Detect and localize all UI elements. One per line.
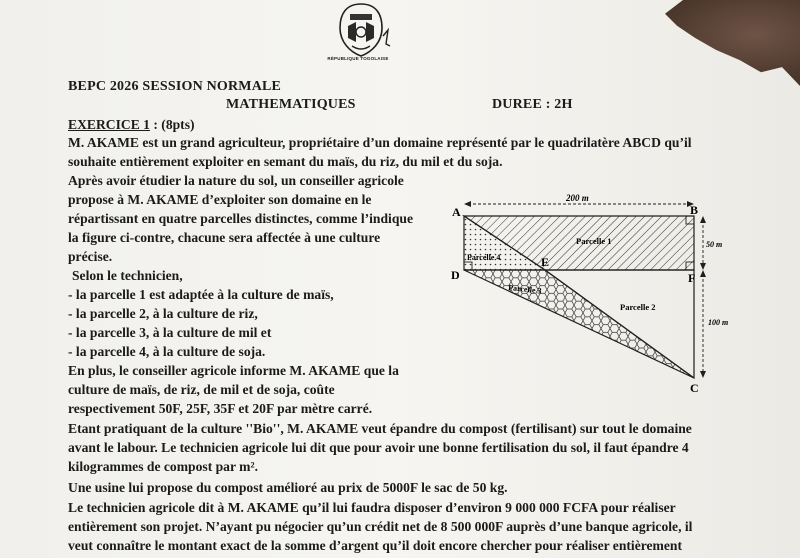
- point-b-label: B: [690, 203, 699, 217]
- text-line: propose à M. AKAME d’exploiter son domaine en le: [68, 192, 372, 207]
- exercise-heading: [68, 116, 195, 133]
- point-c-label: C: [690, 381, 699, 392]
- list-item: - la parcelle 1 est adaptée à la culture de maïs,: [68, 287, 334, 302]
- text-line: M. AKAME est un grand agriculteur, propriétaire d’un domaine représenté par le quadrilatère ABCD qu’il: [68, 135, 692, 150]
- dimension-right-upper-label: 50 m: [706, 240, 723, 249]
- text-line: kilogrammes de compost par m².: [68, 459, 258, 474]
- parcel-3-shape: [464, 270, 694, 378]
- exam-duration: DUREE : 2H: [492, 97, 573, 112]
- list-item: - la parcelle 4, à la culture de soja.: [68, 344, 266, 359]
- text-line: Selon le technicien,: [72, 268, 183, 283]
- parcel-3-label: Parcelle 3: [507, 283, 542, 296]
- text-line: la figure ci-contre, chacune sera affectée à une culture: [68, 230, 381, 245]
- parcel-4-label: Parcelle 4: [467, 253, 501, 262]
- parcel-2-shape: [545, 270, 694, 378]
- text-line: Après avoir étudier la nature du sol, un conseiller agricole: [68, 173, 404, 188]
- text-line: respectivement 50F, 25F, 35F et 20F par mètre carré.: [68, 401, 373, 416]
- text-line: avant le labour. Le technicien agricole lui dit que pour avoir une bonne fertilisation du sol, il faut épandre 4: [68, 440, 689, 455]
- point-d-label: D: [451, 268, 460, 282]
- list-item: - la parcelle 2, à la culture de riz,: [68, 306, 258, 321]
- text-line: Le technicien agricole dit à M. AKAME qu’il lui faudra disposer d’environ 9 000 000 FCFA pour réaliser: [68, 500, 676, 515]
- arrow-up-icon: [700, 270, 706, 277]
- subject-title: MATHEMATIQUES: [226, 97, 356, 112]
- point-a-label: A: [452, 205, 461, 219]
- torn-corner: [650, 0, 800, 86]
- text-line: Etant pratiquant de la culture ''Bio'', M. AKAME veut épandre du compost (fertilisant) sur tout le domaine: [68, 421, 692, 436]
- exercise-points: : (8pts): [149, 117, 195, 132]
- exercise-label: EXERCICE 1: [68, 117, 150, 132]
- field-diagram: [448, 192, 748, 392]
- arrow-down-icon: [700, 371, 706, 378]
- text-line: souhaite entièrement exploiter en semant du maïs, du riz, du mil et du soja.: [68, 154, 503, 169]
- text-line: culture de maïs, de riz, de mil et de soja, coûte: [68, 382, 335, 397]
- text-line: veut connaître le montant exact de la somme d’argent qu’il doit encore chercher pour réaliser entièrement: [68, 538, 682, 553]
- exam-title: BEPC 2026 SESSION NORMALE: [68, 79, 282, 94]
- text-line: Une usine lui propose du compost amélioré au prix de 5000F le sac de 50 kg.: [68, 480, 508, 495]
- arrow-up-icon: [700, 216, 706, 223]
- point-e-label: E: [541, 255, 550, 269]
- text-line: précise.: [68, 249, 113, 264]
- text-line: répartissant en quatre parcelles distinctes, comme l’indique: [68, 211, 413, 226]
- dimension-top-label: 200 m: [566, 193, 589, 203]
- emblem-caption: RÉPUBLIQUE TOGOLAISE: [327, 56, 389, 61]
- text-line: entièrement son projet. N’ayant pu négocier qu’un crédit net de 8 500 000F auprès d’une banque agricole, il: [68, 519, 693, 534]
- point-f-label: F: [688, 271, 696, 285]
- arrow-down-icon: [700, 263, 706, 270]
- arrow-left-icon: [464, 201, 471, 207]
- text-line: En plus, le conseiller agricole informe M. AKAME que la: [68, 363, 399, 378]
- parcel-1-label: Parcelle 1: [576, 236, 612, 246]
- dimension-right-lower-label: 100 m: [708, 318, 729, 327]
- parcel-2-label: Parcelle 2: [620, 302, 656, 312]
- list-item: - la parcelle 3, à la culture de mil et: [68, 325, 272, 340]
